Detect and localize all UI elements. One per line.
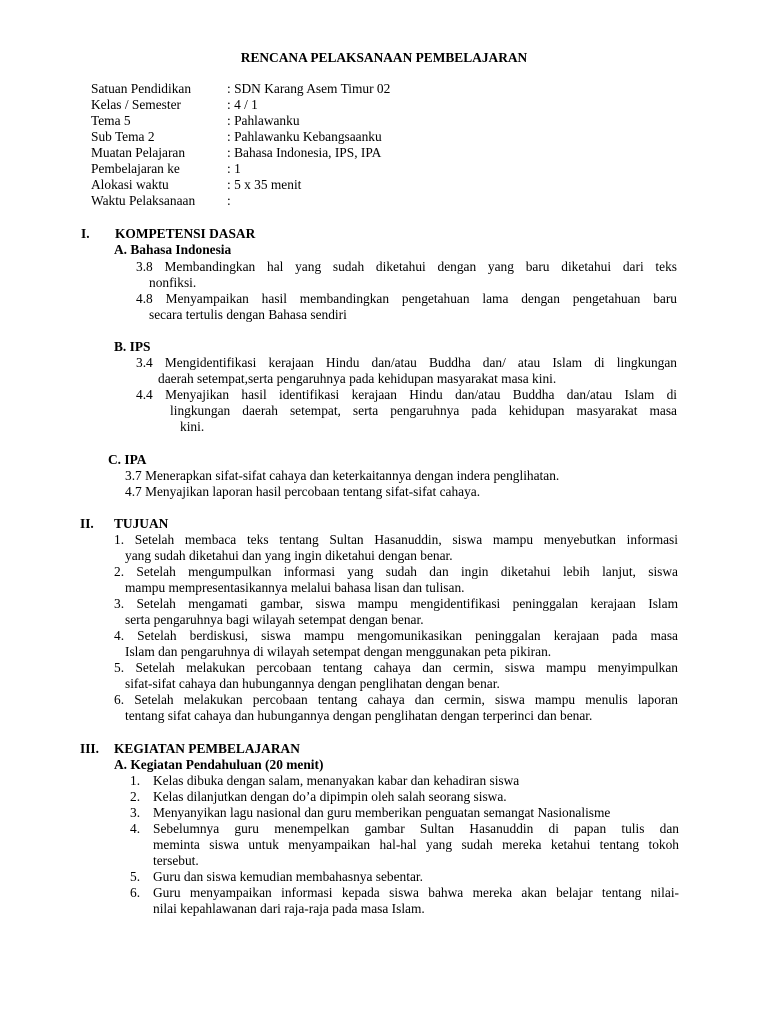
kd-ipa-list xyxy=(125,468,685,500)
section-number: I. xyxy=(81,226,90,241)
list-item-line: 4. Setelah berdiskusi, siswa mampu mengomunikasikan peninggalan kerajaan pada masa xyxy=(114,628,678,643)
list-item-line: 4.4 Menyajikan hasil identifikasi kerajaan Hindu dan/atau Buddha dan/atau Islam di xyxy=(136,387,677,402)
document-title: RENCANA PELAKSANAAN PEMBELAJARAN xyxy=(240,50,528,65)
list-item-line: Guru dan siswa kemudian membahasnya sebentar. xyxy=(153,869,423,884)
identity-row xyxy=(91,113,390,129)
list-item-line: 1. Setelah membaca teks tentang Sultan Hasanuddin, siswa mampu menyebutkan informasi xyxy=(114,532,678,547)
identity-label: Tema 5 xyxy=(91,113,131,128)
section-title: TUJUAN xyxy=(114,516,169,531)
list-item-line: Kelas dilanjutkan dengan do’a dipimpin oleh salah seorang siswa. xyxy=(153,789,507,804)
list-item xyxy=(128,805,679,821)
list-item-line: sifat-sifat cahaya dan hubungannya dengan penglihatan dengan benar. xyxy=(125,676,500,691)
identity-table xyxy=(91,81,390,209)
identity-row xyxy=(91,161,390,177)
identity-value: : Pahlawanku xyxy=(227,113,300,128)
list-item-line: 2. Setelah mengumpulkan informasi yang sudah dan ingin diketahui lebih lanjut, siswa xyxy=(114,564,678,579)
section-title: KOMPETENSI DASAR xyxy=(115,226,256,241)
list-item-line: 3.8 Membandingkan hal yang sudah diketahui dengan yang baru diketahui dari teks xyxy=(136,259,677,274)
kd-ips-list xyxy=(136,355,677,435)
identity-row xyxy=(91,145,390,161)
list-item-line: nilai kepahlawanan dari raja-raja pada masa Islam. xyxy=(153,901,425,916)
identity-value: : xyxy=(227,193,231,208)
subsection-ipa: C. IPA xyxy=(108,452,147,467)
list-item xyxy=(128,885,679,917)
subsection-kegiatan-pendahuluan: A. Kegiatan Pendahuluan (20 menit) xyxy=(114,757,324,772)
list-item-line: 3. Setelah mengamati gambar, siswa mampu mengidentifikasi peninggalan kerajaan Islam xyxy=(114,596,678,611)
identity-row xyxy=(91,81,390,97)
list-item xyxy=(114,564,678,596)
list-item-line: mampu mempresentasikannya melalui bahasa lisan dan tulisan. xyxy=(125,580,465,595)
section-number: II. xyxy=(80,516,94,531)
list-item-line: 4.7 Menyajikan laporan hasil percobaan tentang sifat-sifat cahaya. xyxy=(125,484,481,499)
list-item-text xyxy=(153,885,679,917)
list-item xyxy=(128,821,679,869)
subsection-bahasa-indonesia: A. Bahasa Indonesia xyxy=(114,242,232,257)
list-item-number: 2. xyxy=(130,789,141,804)
identity-label: Muatan Pelajaran xyxy=(91,145,186,160)
tujuan-list xyxy=(114,532,678,724)
list-item-text xyxy=(153,773,679,789)
identity-label: Waktu Pelaksanaan xyxy=(91,193,196,208)
list-item-text xyxy=(153,821,679,869)
list-item-line: 3.7 Menerapkan sifat-sifat cahaya dan keterkaitannya dengan indera penglihatan. xyxy=(125,468,560,483)
identity-value: : 4 / 1 xyxy=(227,97,258,112)
list-item xyxy=(114,692,678,724)
section-kompetensi-dasar xyxy=(81,226,681,242)
list-item-text xyxy=(153,789,679,805)
identity-label: Alokasi waktu xyxy=(91,177,169,192)
list-item-line: yang sudah diketahui dan yang ingin diketahui dengan benar. xyxy=(125,548,453,563)
section-kegiatan-pembelajaran xyxy=(80,741,680,757)
list-item xyxy=(128,789,679,805)
list-item xyxy=(114,628,678,660)
subsection-ips: B. IPS xyxy=(114,339,151,354)
identity-value: : 1 xyxy=(227,161,241,176)
identity-label: Kelas / Semester xyxy=(91,97,181,112)
list-item xyxy=(114,660,678,692)
list-item-text xyxy=(153,805,679,821)
identity-row xyxy=(91,97,390,113)
identity-value: : Pahlawanku Kebangsaanku xyxy=(227,129,382,144)
list-item xyxy=(128,773,679,789)
kd-bahasa-indonesia-list xyxy=(136,259,677,323)
list-item-line: serta pengaruhnya bagi wilayah setempat dengan benar. xyxy=(125,612,424,627)
list-item-line: kini. xyxy=(180,419,205,434)
list-item-line: Guru menyampaikan informasi kepada siswa bahwa mereka akan belajar tentang nilai- xyxy=(153,885,679,900)
identity-value: : SDN Karang Asem Timur 02 xyxy=(227,81,391,96)
identity-value: : Bahasa Indonesia, IPS, IPA xyxy=(227,145,382,160)
list-item-number: 6. xyxy=(130,885,141,900)
identity-label: Pembelajaran ke xyxy=(91,161,180,176)
list-item-line: nonfiksi. xyxy=(149,275,197,290)
identity-label: Satuan Pendidikan xyxy=(91,81,192,96)
list-item-line: tentang sifat cahaya dan hubungannya dengan penglihatan dengan terperinci dan benar. xyxy=(125,708,593,723)
identity-row xyxy=(91,177,390,193)
list-item xyxy=(128,869,679,885)
list-item-line: 4.8 Menyampaikan hasil membandingkan pengetahuan lama dengan pengetahuan baru xyxy=(136,291,677,306)
list-item-line: 5. Setelah melakukan percobaan tentang cahaya dan cermin, siswa mampu menyimpulkan xyxy=(114,660,678,675)
list-item xyxy=(136,387,677,435)
list-item xyxy=(136,291,677,323)
kegiatan-pendahuluan-list xyxy=(128,773,679,917)
list-item-number: 1. xyxy=(130,773,141,788)
section-number: III. xyxy=(80,741,99,756)
list-item-line: Sebelumnya guru menempelkan gambar Sultan Hasanuddin di papan tulis dan xyxy=(153,821,679,836)
list-item-number: 3. xyxy=(130,805,141,820)
section-title: KEGIATAN PEMBELAJARAN xyxy=(114,741,300,756)
list-item-line: meminta siswa untuk menyampaikan hal-hal yang sudah mereka ketahui tentang tokoh xyxy=(153,837,679,852)
list-item-line: lingkungan daerah setempat, serta pengaruhnya pada kehidupan masyarakat masa xyxy=(170,403,677,418)
list-item xyxy=(114,532,678,564)
list-item xyxy=(136,355,677,387)
identity-value: : 5 x 35 menit xyxy=(227,177,302,192)
list-item-line: daerah setempat,serta pengaruhnya pada kehidupan masyarakat masa kini. xyxy=(158,371,557,386)
list-item-line: secara tertulis dengan Bahasa sendiri xyxy=(149,307,347,322)
list-item-line: Menyanyikan lagu nasional dan guru memberikan penguatan semangat Nasionalisme xyxy=(153,805,611,820)
identity-row xyxy=(91,193,390,209)
identity-row xyxy=(91,129,390,145)
list-item-number: 4. xyxy=(130,821,141,836)
list-item-line: 6. Setelah melakukan percobaan tentang cahaya dan cermin, siswa mampu menulis laporan xyxy=(114,692,678,707)
list-item-text xyxy=(153,869,679,885)
list-item xyxy=(114,596,678,628)
list-item xyxy=(136,259,677,291)
list-item-line: Islam dan pengaruhnya di wilayah setempat dengan menggunakan peta pikiran. xyxy=(125,644,552,659)
list-item-line: Kelas dibuka dengan salam, menanyakan kabar dan kehadiran siswa xyxy=(153,773,520,788)
section-tujuan xyxy=(80,516,680,532)
list-item-line: 3.4 Mengidentifikasi kerajaan Hindu dan/atau Buddha dan/ atau Islam di lingkungan xyxy=(136,355,677,370)
list-item-number: 5. xyxy=(130,869,141,884)
list-item-line: tersebut. xyxy=(153,853,199,868)
identity-label: Sub Tema 2 xyxy=(91,129,155,144)
